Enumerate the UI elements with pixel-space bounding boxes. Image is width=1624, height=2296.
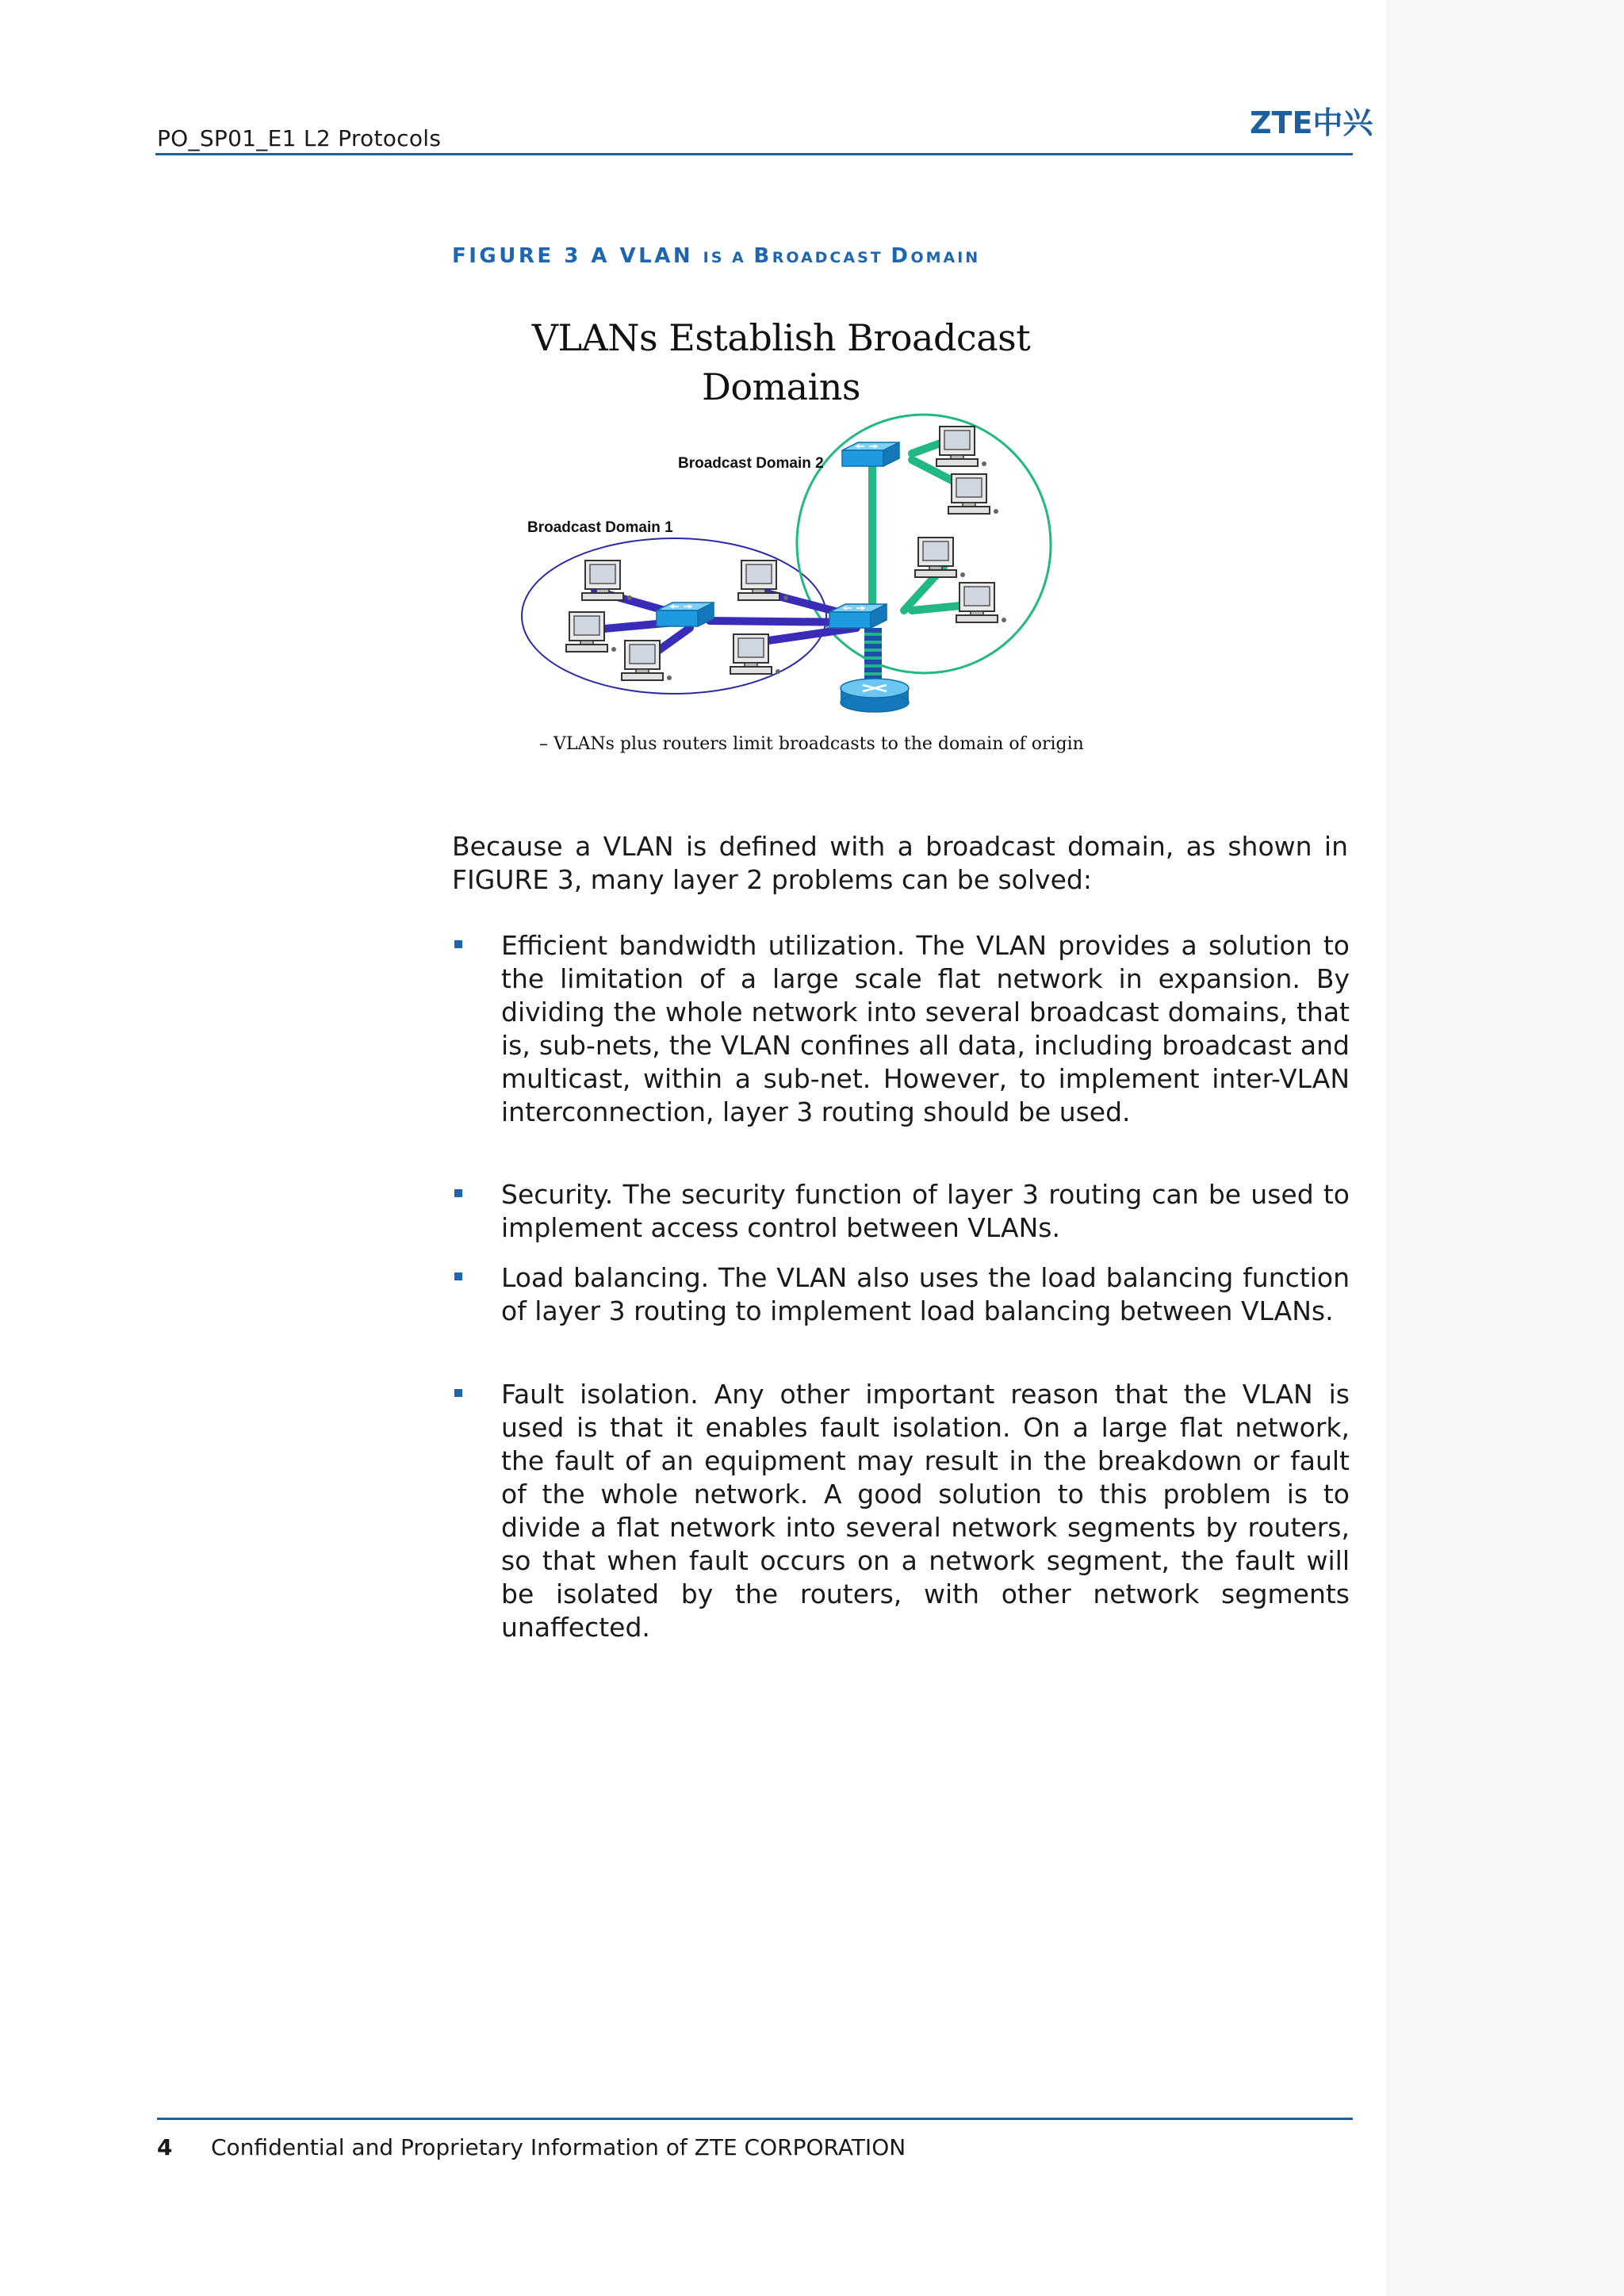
bullet-marker xyxy=(454,1272,462,1280)
diagram-note: – VLANs plus routers limit broadcasts to the domain of origin xyxy=(539,734,1084,754)
pc-icon xyxy=(956,583,1006,622)
bullet-marker xyxy=(454,1189,462,1197)
bullet-fault-isolation: Fault isolation. Any other important reason that the VLAN is used is that it enables fault isolation. On a large flat network, the fault of an equipment may result in the breakdown or fault of the whole network. A good solution to this problem is to divide a flat network into several network segments by routers, so that when fault occurs on a network segment, the fault will be isolated by the routers, with other network segments unaffected. xyxy=(501,1379,1350,1643)
page-number: 4 xyxy=(157,2134,173,2160)
document-title: PO_SP01_E1 L2 Protocols xyxy=(157,125,442,151)
broadcast-domain-1-label: Broadcast Domain 1 xyxy=(527,519,673,536)
bullet-bandwidth: Efficient bandwidth utilization. The VLAN provides a solution to the limitation of a large scale flat network in expansion. By dividing the whole network into several broadcast domains, that is, sub-nets, the VLAN confines all data, including broadcast and multicast, within a sub-net. However, to implement inter-VLAN interconnection, layer 3 routing should be used. xyxy=(501,930,1350,1127)
caption-part: FIGURE 3 A VLAN xyxy=(452,244,703,268)
pc-icon xyxy=(582,561,632,600)
bullet-security: Security. The security function of layer 3 routing can be used to implement access control between VLANs. xyxy=(501,1179,1350,1243)
router-icon xyxy=(841,679,909,712)
caption-part: B xyxy=(753,244,772,268)
page-shade xyxy=(1386,0,1624,2296)
domain-1-switch-icon xyxy=(657,603,714,626)
bullet-marker xyxy=(454,1389,462,1397)
caption-part: OMAIN xyxy=(910,249,981,266)
footer-text: Confidential and Proprietary Information of ZTE CORPORATION xyxy=(211,2134,906,2160)
zte-logo xyxy=(1248,103,1373,141)
caption-part: ROADCAST xyxy=(772,249,891,266)
caption-part: D xyxy=(891,244,911,268)
figure-caption xyxy=(452,244,980,268)
intro-paragraph: Because a VLAN is defined with a broadcast domain, as shown in FIGURE 3, many layer 2 problems can be solved: xyxy=(452,831,1348,895)
pc-icon xyxy=(915,538,965,577)
router-trunk xyxy=(864,628,882,680)
bullet-load-balancing: Load balancing. The VLAN also uses the load balancing function of layer 3 routing to implement load balancing between VLANs. xyxy=(501,1262,1350,1326)
pc-icon xyxy=(948,474,998,514)
footer-rule xyxy=(157,2118,1353,2120)
domain-2-switch-icon xyxy=(842,442,899,466)
bullet-marker xyxy=(454,940,462,948)
header-rule xyxy=(155,153,1353,155)
zte-logo-text: ZTE中兴 xyxy=(1250,105,1373,140)
broadcast-domain-2-label: Broadcast Domain 2 xyxy=(678,455,824,472)
caption-part: IS A xyxy=(703,249,754,266)
core-switch-icon xyxy=(829,604,887,628)
pc-icon xyxy=(936,427,986,466)
diagram-title: VLANs Establish Broadcast Domains xyxy=(531,316,1031,408)
